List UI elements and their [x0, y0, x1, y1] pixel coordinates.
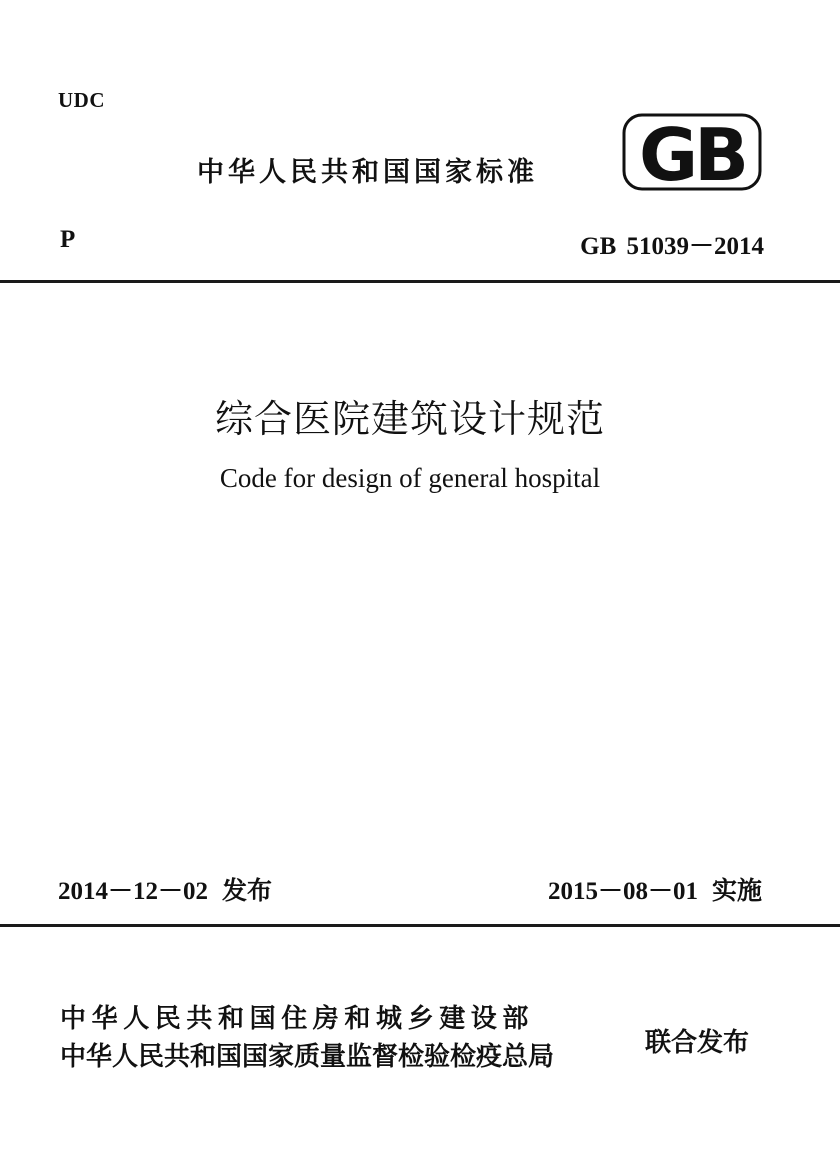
udc-label: UDC	[58, 88, 105, 112]
gb-logo-icon	[622, 113, 762, 191]
publishers-block	[60, 1000, 554, 1076]
bottom-divider	[0, 924, 840, 927]
effective-date-block	[548, 871, 762, 907]
publisher-aqsiq: 中华人民共和国国家质量监督检验检疫总局	[60, 1042, 555, 1072]
standard-number: GB 51039－2014	[580, 233, 764, 260]
issue-date: 2014－12－02	[58, 878, 209, 905]
gb-logo-text: GB	[639, 113, 745, 191]
national-standard-heading: 中华人民共和国国家标准	[197, 157, 538, 188]
issue-date-block	[58, 871, 272, 907]
document-title-chinese: 综合医院建筑设计规范	[214, 397, 605, 441]
gb-logo	[622, 113, 762, 191]
publisher-ministry-housing: 中华人民共和国住房和城乡建设部	[60, 1004, 535, 1034]
top-divider	[0, 280, 840, 283]
effective-label: 实施	[711, 876, 762, 905]
document-title-english: Code for design of general hospital	[219, 463, 601, 493]
joint-issue-label: 联合发布	[645, 1028, 750, 1058]
category-code: P	[60, 226, 76, 253]
issue-label: 发布	[222, 876, 273, 905]
effective-date: 2015－08－01	[547, 878, 698, 905]
